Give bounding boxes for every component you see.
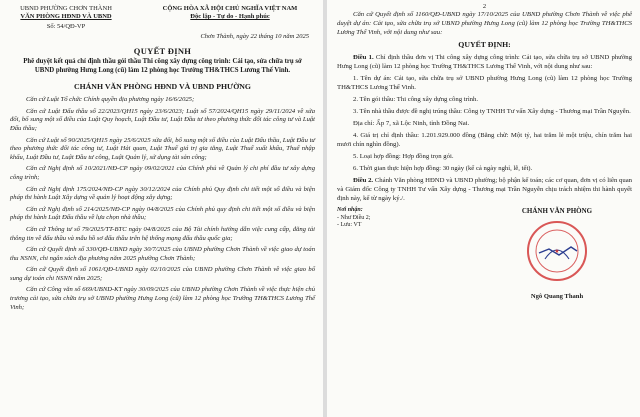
legal-basis-final: Căn cứ Quyết định số 1160/QĐ-UBND ngày 17/10/2025 của UBND phường Chơn Thành về việc phê duyệt dự án: Cải tạo, sửa chữa trụ sở UBND phường Hưng Long (cũ) làm 12 phòng học Trường TH&THCS Lương Thế Vinh, với nội dung như sau: xyxy=(337,11,632,36)
article-text: 5. Loại hợp đồng: Hợp đồng trọn gói. xyxy=(353,153,454,160)
signer xyxy=(482,207,632,300)
article-text: 4. Giá trị chỉ định thầu: 1.201.929.000 đồng (Bằng chữ: Một tỷ, hai trăm lẻ một triệu, chín trăm hai mươi chín nghìn đồng). xyxy=(337,132,632,148)
articles-list xyxy=(337,40,632,203)
article-text: 2. Tên gói thầu: Thi công xây dựng công trình. xyxy=(353,96,479,103)
article-text: 3. Tên nhà thầu được đề nghị trúng thầu: Công ty TNHH Tư vấn Xây dựng - Thương mại Trần Nguyễn. xyxy=(353,108,631,115)
article xyxy=(337,176,632,203)
legal-basis-item: Căn cứ Quyết định số 330/QĐ-UBND ngày 30/7/2025 của UBND phường Chơn Thành về việc giao dự toán thu NSNN, chi ngân sách địa phương năm 2025 phường Chơn Thành; xyxy=(10,246,315,262)
agency-parent: UBND PHƯỜNG CHƠN THÀNH xyxy=(20,5,112,12)
document-type: QUYẾT ĐỊNH xyxy=(133,46,192,56)
official-seal-stamp xyxy=(525,219,589,283)
motto: Độc lập - Tự do - Hạnh phúc xyxy=(190,13,270,20)
legal-basis-item: Căn cứ Nghị định 175/2024/NĐ-CP ngày 30/12/2024 của Chính phủ Quy định chi tiết một số điều và biện pháp thi hành Luật Xây dựng về quản lý hoạt động xây dựng; xyxy=(10,185,315,202)
national-motto xyxy=(145,5,315,31)
recipient-item: - Lưu: VT xyxy=(337,222,362,228)
document-subject: Phê duyệt kết quả chỉ định thầu gói thầu Thi công xây dựng công trình: Cải tạo, sửa chữa trụ sở UBND phường Hưng Long (cũ) làm 12 phòng học Trường TH&THCS Lương Thế Vinh. xyxy=(23,58,302,74)
article-item xyxy=(337,107,632,116)
country-name: CỘNG HÒA XÃ HỘI CHỦ NGHĨA VIỆT NAM xyxy=(162,5,298,12)
signer-name: Ngô Quang Thanh xyxy=(530,293,584,300)
article-item xyxy=(337,131,632,149)
recipients-title: Nơi nhận: xyxy=(337,207,363,213)
svg-text:★: ★ xyxy=(554,249,560,255)
document-header xyxy=(10,5,315,31)
issuing-authority: CHÁNH VĂN PHÒNG HĐND VÀ UBND PHƯỜNG xyxy=(73,82,252,92)
decision-label: QUYẾT ĐỊNH: xyxy=(458,40,511,49)
article-label: Điều 1. xyxy=(353,54,374,61)
article-text: Chỉ định thầu đơn vị Thi công xây dựng công trình: Cải tạo, sửa chữa trụ sở UBND phường Hưng Long (cũ) làm 12 phòng học Trường TH&THCS Lương Thế Vinh, với nội dung như sau: xyxy=(337,54,632,70)
document-number: Số: 54/QĐ-VP xyxy=(46,23,86,30)
article-item xyxy=(337,95,632,104)
article xyxy=(337,53,632,71)
legal-basis-item: Căn cứ Thông tư số 79/2025/TT-BTC ngày 04/8/2025 của Bộ Tài chính hướng dẫn việc cung cấp, đăng tải thông tin về đấu thầu và mẫu hồ sơ đấu thầu trên hệ thống mạng đấu thầu quốc gia; xyxy=(10,225,315,242)
legal-basis-item: Căn cứ Quyết định số 1061/QĐ-UBND ngày 02/10/2025 của UBND phường Chơn Thành về việc giao bổ sung dự toán chi NSNN năm 2025; xyxy=(10,266,315,282)
document-page-2 xyxy=(327,0,640,417)
signer-role: CHÁNH VĂN PHÒNG xyxy=(521,207,593,215)
article-text: Địa chỉ: Ấp 7, xã Lộc Ninh, tỉnh Đồng Nai. xyxy=(353,120,470,127)
page-number: 2 xyxy=(482,3,487,10)
article-item xyxy=(337,119,632,128)
article-text: 6. Thời gian thực hiện hợp đồng: 30 ngày (kể cả ngày nghỉ, lễ, tết). xyxy=(353,165,533,172)
article-item xyxy=(337,152,632,161)
recipient-item: - Như Điều 2; xyxy=(337,214,371,221)
legal-basis-list xyxy=(10,96,315,312)
article-item xyxy=(337,164,632,173)
legal-basis-item: Căn cứ Nghị định số 214/2025/NĐ-CP ngày 04/8/2025 của Chính phủ quy định chi tiết một số điều và biện pháp thi hành Luật Đấu thầu về lựa chọn nhà thầu; xyxy=(10,205,315,222)
article-label: Điều 2. xyxy=(353,177,374,184)
article-item xyxy=(337,74,632,92)
legal-basis-item: Căn cứ Luật số 90/2025/QH15 ngày 25/6/2025 sửa đổi, bổ sung một số điều của Luật Đấu thầu, Luật Đầu tư theo phương thức đối tác công tư, Luật Hải quan, Luật Thuế giá trị gia tăng, Luật Thuế xuất khẩu, Thuế nhập khẩu, Luật Đầu tư, Luật Đầu tư công, Luật Quản lý, sử dụng tài sản công; xyxy=(10,136,315,161)
agency-name: VĂN PHÒNG HĐND VÀ UBND xyxy=(20,13,112,20)
legal-basis-item: Căn cứ Công văn số 669/UBND-KT ngày 30/09/2025 của UBND phường Chơn Thành về việc thực hiện chủ trương cải tạo, sửa chữa trụ sở UBND phường Hưng Long (cũ) làm 12 phòng học Trường TH&THCS Lương Thế Vinh; xyxy=(10,286,315,311)
issue-date: Chơn Thành, ngày 22 tháng 10 năm 2025 xyxy=(200,33,309,40)
legal-basis-item: Căn cứ Luật Đấu thầu số 22/2023/QH15 ngày 23/6/2023; Luật số 57/2024/QH15 ngày 29/11/2024 về sửa đổi, bổ sung một số điều của Luật Quy hoạch, Luật Đầu tư, Luật Đầu tư theo phương thức đối tác công tư và Luật Đấu thầu; xyxy=(10,107,315,132)
signature-block xyxy=(337,207,632,300)
article-text: Chánh Văn phòng HĐND và UBND phường; bộ phận kế toán; các cơ quan, đơn vị có liên quan và Giám đốc Công ty TNHH Tư vấn Xây dựng - Thương mại Trần Nguyễn chịu trách nhiệm thi hành quyết định này, kể từ ngày ký./. xyxy=(337,177,633,202)
recipients xyxy=(337,207,447,300)
issuing-agency xyxy=(10,5,122,31)
article-text: 1. Tên dự án: Cải tạo, sửa chữa trụ sở UBND phường Hưng Long (cũ) làm 12 phòng học Trường TH&THCS Lương Thế Vinh. xyxy=(337,75,632,91)
legal-basis-item: Căn cứ Luật Tổ chức Chính quyền địa phương ngày 16/6/2025; xyxy=(26,96,195,104)
legal-basis-item: Căn cứ Nghị định số 10/2021/NĐ-CP ngày 09/02/2021 của Chính phủ về Quản lý chi phí đầu tư xây dựng công trình; xyxy=(10,165,315,181)
